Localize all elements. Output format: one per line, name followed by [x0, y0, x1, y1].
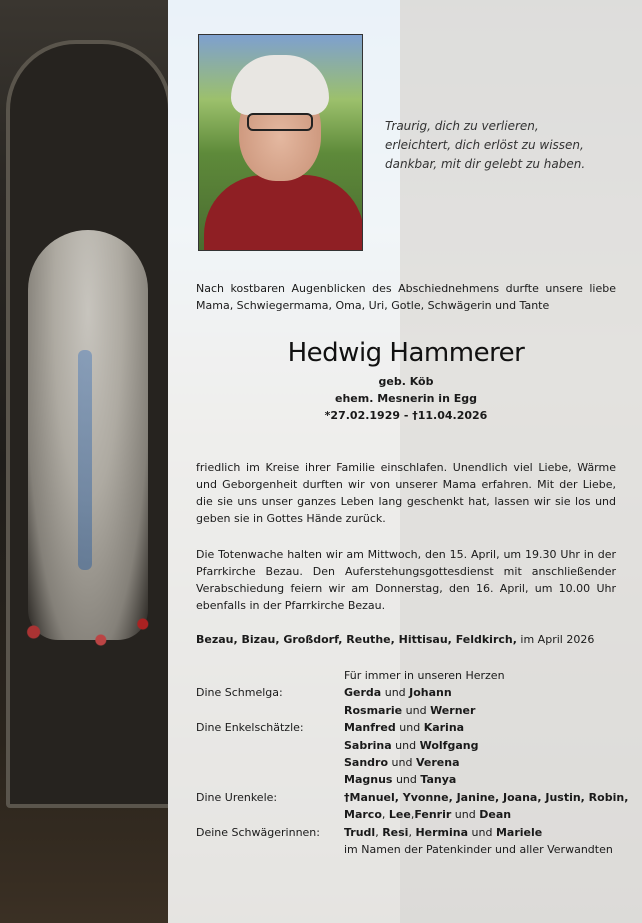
family-member-name: Resi [382, 825, 409, 839]
label-children: Dine Schmelga: [196, 686, 283, 700]
deceased-name: Hedwig Hammerer [287, 338, 525, 368]
family-member-name: und [405, 703, 427, 717]
family-member-name: und [399, 721, 421, 735]
places-date [196, 633, 616, 646]
sisters-in-law-row: Trudl, Resi, Hermina und Mariele [344, 825, 543, 839]
family-member-name: Wolfgang [419, 738, 479, 752]
paragraph-farewell: friedlich im Kreise ihrer Familie einschlafen. Unendlich viel Liebe, Wärme und Geborgenheit durften wir von unserer Mama erfahren. Mit der Liebe, die sie uns unser ganzes Leben lang geschenkt hat, lassen wir sie los und geben sie in Gottes Hände zurück. [196, 461, 616, 525]
family-member-name: und [391, 756, 413, 770]
family-member-name: und [395, 738, 417, 752]
portrait-shirt [204, 175, 363, 251]
grandchildren-row [344, 737, 626, 754]
family-member-name: †Manuel, Yvonne, Janine, Joana, Justin, Robin, [344, 790, 629, 804]
closing-line: im Namen der Patenkinder und aller Verwandten [344, 843, 613, 857]
family-member-name: Magnus [344, 773, 393, 787]
portrait-hair [231, 55, 329, 115]
family-member-name: Werner [430, 703, 476, 717]
family-member-name: Dean [479, 808, 512, 822]
label-sisters-in-law: Deine Schwägerinnen: [196, 825, 320, 839]
quote [385, 117, 615, 174]
quote-line-2: erleichtert, dich erlöst zu wissen, [385, 138, 584, 152]
great-grandchildren-row [344, 789, 628, 806]
children-row [344, 684, 626, 701]
portrait-glasses [247, 113, 313, 131]
great-grandchildren-row: Marco, Lee,Fenrir und Dean [344, 808, 512, 822]
family-header: Für immer in unseren Herzen [344, 669, 505, 682]
flowers [0, 600, 168, 680]
grandchildren-row [344, 754, 626, 771]
portrait-photo [198, 34, 363, 251]
family-member-name: Sabrina [344, 738, 392, 752]
family-member-name: Rosmarie [344, 703, 403, 717]
grandchildren-row [344, 771, 626, 788]
shrine-background [0, 0, 168, 923]
family-member-name: und [471, 825, 493, 839]
places-month: im April 2026 [516, 633, 595, 646]
family-member-name: Hermina [415, 825, 469, 839]
family-member-name: Marco [344, 808, 382, 822]
quote-line-1: Traurig, dich zu verlieren, [385, 119, 539, 133]
places-towns: Bezau, Bizau, Großdorf, Reuthe, Hittisau, Feldkirch, [196, 633, 517, 646]
family-member-name: Lee [388, 808, 411, 822]
family-member-name: Trudl [344, 825, 376, 839]
family-member-name: und [454, 808, 476, 822]
life-dates: *27.02.1929 - †11.04.2026 [324, 409, 488, 422]
madonna-sash [78, 350, 92, 570]
family-list [196, 667, 629, 858]
family-member-name: Manfred [344, 721, 396, 735]
family-member-name: Verena [415, 756, 460, 770]
family-member-name: Karina [423, 721, 465, 735]
family-member-name: und [395, 773, 417, 787]
role: ehem. Mesnerin in Egg [334, 392, 478, 405]
intro-text: Nach kostbaren Augenblicken des Abschiednehmens durfte unsere liebe Mama, Schwiegermama, Oma, Uri, Gotle, Schwägerin und Tante [196, 282, 616, 312]
label-grandchildren: Dine Enkelschätzle: [196, 721, 304, 735]
paragraph-services: Die Totenwache halten wir am Mittwoch, den 15. April, um 19.30 Uhr in der Pfarrkirche Bezau. Den Auferstehungsgottesdienst mit anschließender Verabschiedung feiern wir am Donnerstag, den 16. April, um 10.00 Uhr ebenfalls in der Pfarrkirche Bezau. [196, 548, 616, 612]
family-member-name: Fenrir [414, 808, 452, 822]
grandchildren-row [344, 719, 626, 736]
family-member-name: und [384, 686, 406, 700]
family-member-name: Gerda [344, 686, 382, 700]
label-great-grandchildren: Dine Urenkele: [196, 790, 278, 804]
family-member-name: Johann [409, 686, 452, 700]
family-member-name: Mariele [495, 825, 543, 839]
children-row [344, 702, 626, 719]
maiden-name: geb. Köb [378, 375, 434, 388]
quote-line-3: dankbar, mit dir gelebt zu haben. [385, 157, 586, 171]
family-member-name: Tanya [420, 773, 457, 787]
family-member-name: Sandro [344, 756, 389, 770]
